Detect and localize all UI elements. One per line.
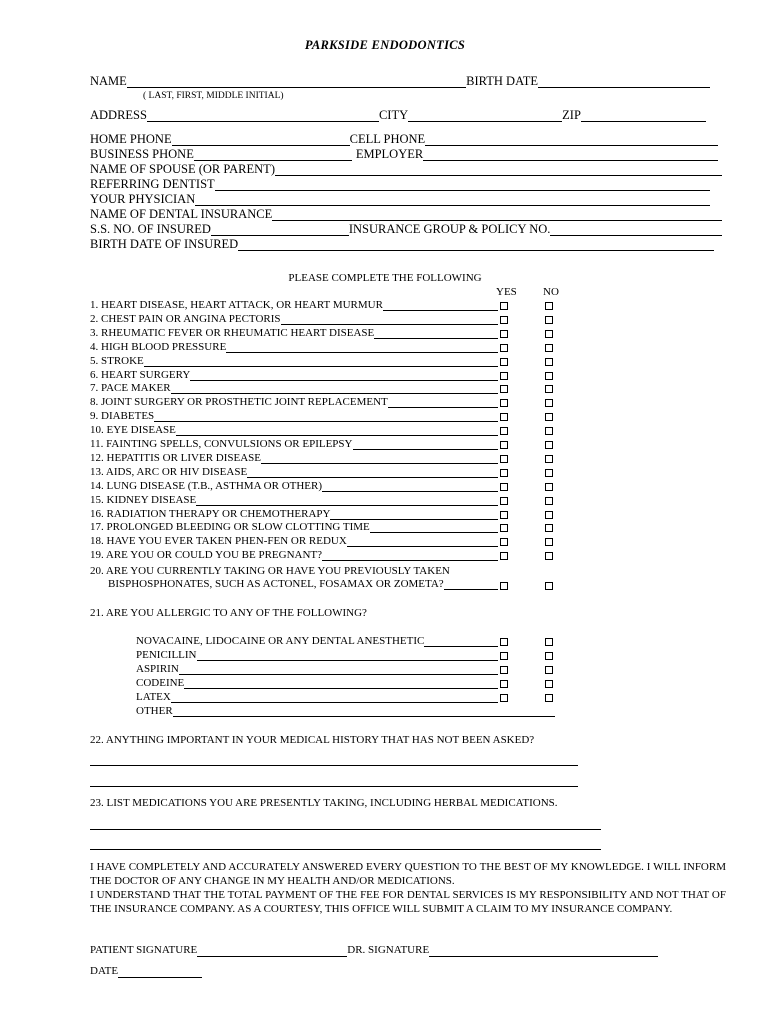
spouse-label: NAME OF SPOUSE (OR PARENT): [90, 162, 275, 176]
question-line: [383, 300, 498, 311]
allergy-label: NOVACAINE, LIDOCAINE OR ANY DENTAL ANESTHETIC: [136, 635, 425, 647]
question-yes-checkbox[interactable]: [500, 511, 508, 519]
question-yes-checkbox[interactable]: [500, 427, 508, 435]
question-row: [90, 438, 498, 450]
spouse-field[interactable]: [275, 164, 722, 176]
allergy-no-checkbox[interactable]: [545, 652, 553, 660]
allergy-label: ASPIRIN: [136, 663, 179, 675]
question-yes-checkbox[interactable]: [500, 413, 508, 421]
question-label: 1. HEART DISEASE, HEART ATTACK, OR HEART MURMUR: [90, 299, 383, 311]
question-label: 15. KIDNEY DISEASE: [90, 493, 197, 506]
q20-line2: BISPHOSPHONATES, SUCH AS ACTONEL, FOSAMAX OR ZOMETA?: [108, 578, 444, 590]
name-row: [90, 74, 710, 88]
question-no-checkbox[interactable]: [545, 427, 553, 435]
question-label: 17. PROLONGED BLEEDING OR SLOW CLOTTING TIME: [90, 521, 370, 534]
question-yes-checkbox[interactable]: [500, 358, 508, 366]
question-no-checkbox[interactable]: [545, 344, 553, 352]
question-label: 2. CHEST PAIN OR ANGINA PECTORIS: [90, 312, 281, 325]
allergy-line: [171, 692, 498, 703]
allergy-yes-checkbox[interactable]: [500, 638, 508, 646]
question-label: 12. HEPATITIS OR LIVER DISEASE: [90, 451, 262, 464]
question-no-checkbox[interactable]: [545, 302, 553, 310]
allergy-yes-checkbox[interactable]: [500, 666, 508, 674]
question-no-checkbox[interactable]: [545, 538, 553, 546]
question-line: [247, 467, 498, 478]
history-heading: PLEASE COMPLETE THE FOLLOWING: [288, 272, 482, 284]
home-phone-field[interactable]: [172, 134, 350, 146]
name-label: NAME: [90, 74, 127, 88]
question-line: [388, 397, 498, 408]
q23-answer-line-1[interactable]: [90, 829, 601, 830]
question-line: [370, 522, 498, 533]
referring-label: REFERRING DENTIST: [90, 177, 215, 191]
allergy-label: PENICILLIN: [136, 649, 197, 661]
zip-label: ZIP: [562, 108, 581, 122]
statement-accuracy: I HAVE COMPLETELY AND ACCURATELY ANSWERED EVERY QUESTION TO THE BEST OF MY KNOWLEDGE. I WILL INFORM THE DOCTOR OF ANY CHANGE IN MY HEALTH AND/OR MEDICATIONS.: [90, 861, 726, 887]
allergy-yes-checkbox[interactable]: [500, 652, 508, 660]
question-row: [90, 396, 498, 408]
employer-field[interactable]: [423, 149, 718, 161]
name-hint: ( LAST, FIRST, MIDDLE INITIAL): [143, 91, 284, 101]
question-yes-checkbox[interactable]: [500, 469, 508, 477]
physician-field[interactable]: [195, 194, 710, 206]
question-line: [144, 356, 498, 367]
insured-birth-label: BIRTH DATE OF INSURED: [90, 237, 239, 251]
question-no-checkbox[interactable]: [545, 385, 553, 393]
question-label: 11. FAINTING SPELLS, CONVULSIONS OR EPILEPSY: [90, 438, 353, 450]
question-no-checkbox[interactable]: [545, 469, 553, 477]
question-row: [90, 313, 498, 325]
question-line: [353, 439, 499, 450]
question-row: [90, 549, 498, 561]
insured-birth-field[interactable]: [238, 239, 714, 251]
question-row: [90, 327, 498, 339]
patient-signature-field[interactable]: [197, 945, 347, 957]
referring-row: [90, 177, 710, 191]
question-line: [347, 536, 498, 547]
allergy-other-field[interactable]: [173, 706, 555, 717]
question-yes-checkbox[interactable]: [500, 399, 508, 407]
question-label: 10. EYE DISEASE: [90, 424, 176, 437]
question-no-checkbox[interactable]: [545, 455, 553, 463]
question-yes-checkbox[interactable]: [500, 316, 508, 324]
question-no-checkbox[interactable]: [545, 358, 553, 366]
q20-line: [444, 579, 498, 590]
allergy-line: [179, 664, 498, 675]
q23-answer-line-2[interactable]: [90, 849, 601, 850]
city-field[interactable]: [408, 110, 562, 122]
allergy-row: [136, 649, 498, 661]
question-label: 19. ARE YOU OR COULD YOU BE PREGNANT?: [90, 549, 323, 562]
question-label: 9. DIABETES: [90, 410, 155, 423]
ss-field[interactable]: [211, 224, 349, 236]
question-row: [90, 382, 498, 394]
physician-row: [90, 192, 710, 206]
yes-header: YES: [496, 286, 517, 298]
question-no-checkbox[interactable]: [545, 330, 553, 338]
question-no-checkbox[interactable]: [545, 497, 553, 505]
question-no-checkbox[interactable]: [545, 552, 553, 560]
question-yes-checkbox[interactable]: [500, 372, 508, 380]
question-line: [374, 328, 498, 339]
allergy-row: [136, 635, 498, 647]
q23-text: 23. LIST MEDICATIONS YOU ARE PRESENTLY TAKING, INCLUDING HERBAL MEDICATIONS.: [90, 797, 558, 809]
question-yes-checkbox[interactable]: [500, 441, 508, 449]
question-yes-checkbox[interactable]: [500, 538, 508, 546]
question-row: [90, 369, 498, 381]
allergy-line: [197, 650, 499, 661]
spouse-row: [90, 162, 722, 176]
q20-line1: 20. ARE YOU CURRENTLY TAKING OR HAVE YOU PREVIOUSLY TAKEN: [90, 565, 450, 577]
question-line: [176, 425, 498, 436]
q22-answer-line-1[interactable]: [90, 765, 578, 766]
allergy-yes-checkbox[interactable]: [500, 680, 508, 688]
q22-text: 22. ANYTHING IMPORTANT IN YOUR MEDICAL HISTORY THAT HAS NOT BEEN ASKED?: [90, 734, 535, 746]
question-row: [90, 480, 498, 492]
question-label: 4. HIGH BLOOD PRESSURE: [90, 340, 227, 353]
patient-signature-label: PATIENT SIGNATURE: [90, 944, 198, 956]
question-label: 18. HAVE YOU EVER TAKEN PHEN-FEN OR REDUX: [90, 535, 347, 548]
question-row: [90, 452, 498, 464]
allergy-no-checkbox[interactable]: [545, 694, 553, 702]
allergy-other-row: [136, 705, 555, 717]
question-no-checkbox[interactable]: [545, 441, 553, 449]
birth-date-label: BIRTH DATE: [466, 74, 538, 88]
question-no-checkbox[interactable]: [545, 316, 553, 324]
date-label: DATE: [90, 965, 119, 977]
question-row: [90, 535, 498, 547]
name-field[interactable]: [127, 76, 466, 88]
date-field[interactable]: [118, 966, 202, 978]
business-phone-label: BUSINESS PHONE: [90, 147, 194, 161]
allergy-label: CODEINE: [136, 677, 185, 689]
physician-label: YOUR PHYSICIAN: [90, 192, 196, 206]
question-yes-checkbox[interactable]: [500, 497, 508, 505]
address-field[interactable]: [147, 110, 379, 122]
allergy-label: LATEX: [136, 691, 171, 703]
allergy-line: [184, 678, 498, 689]
question-no-checkbox[interactable]: [545, 511, 553, 519]
question-label: 6. HEART SURGERY: [90, 368, 191, 381]
question-no-checkbox[interactable]: [545, 372, 553, 380]
question-label: 8. JOINT SURGERY OR PROSTHETIC JOINT REPLACEMENT: [90, 396, 388, 409]
allergy-no-checkbox[interactable]: [545, 638, 553, 646]
cell-phone-label: CELL PHONE: [349, 132, 426, 146]
form-title: PARKSIDE ENDODONTICS: [304, 38, 466, 52]
q20-yes-checkbox[interactable]: [500, 582, 508, 590]
signature-row: [90, 943, 658, 957]
question-yes-checkbox[interactable]: [500, 524, 508, 532]
question-line: [154, 411, 498, 422]
question-row: [90, 521, 498, 533]
doctor-signature-label: DR. SIGNATURE: [347, 944, 430, 956]
no-header: NO: [543, 286, 559, 298]
q20-row: [108, 578, 498, 590]
question-line: [322, 481, 498, 492]
group-field[interactable]: [550, 224, 722, 236]
question-label: 3. RHEUMATIC FEVER OR RHEUMATIC HEART DISEASE: [90, 326, 375, 339]
question-line: [196, 495, 498, 506]
phone-row: [90, 132, 718, 146]
allergy-line: [424, 636, 498, 647]
business-phone-field[interactable]: [194, 149, 352, 161]
home-phone-label: HOME PHONE: [90, 132, 172, 146]
question-no-checkbox[interactable]: [545, 483, 553, 491]
referring-field[interactable]: [215, 179, 710, 191]
allergy-row: [136, 663, 498, 675]
city-label: CITY: [378, 108, 409, 122]
question-yes-checkbox[interactable]: [500, 455, 508, 463]
question-yes-checkbox[interactable]: [500, 483, 508, 491]
allergy-no-checkbox[interactable]: [545, 666, 553, 674]
question-row: [90, 410, 498, 422]
ss-label: S.S. NO. OF INSURED: [90, 222, 211, 236]
question-label: 14. LUNG DISEASE (T.B., ASTHMA OR OTHER): [90, 479, 323, 492]
employer-label: EMPLOYER: [355, 147, 424, 161]
insurance-label: NAME OF DENTAL INSURANCE: [90, 207, 273, 221]
birth-date-field[interactable]: [538, 76, 710, 88]
question-line: [281, 314, 498, 325]
statement-payment: I UNDERSTAND THAT THE TOTAL PAYMENT OF THE FEE FOR DENTAL SERVICES IS MY RESPONSIBILITY AND NOT THAT OF THE INSURANCE COMPANY. AS A COURTESY, THIS OFFICE WILL SUBMIT A CLAIM TO MY INSURANCE COMPANY.: [90, 889, 726, 915]
question-row: [90, 355, 498, 367]
question-row: [90, 341, 498, 353]
question-no-checkbox[interactable]: [545, 524, 553, 532]
q20-no-checkbox[interactable]: [545, 582, 553, 590]
question-yes-checkbox[interactable]: [500, 330, 508, 338]
allergy-row: [136, 691, 498, 703]
question-row: [90, 466, 498, 478]
doctor-signature-field[interactable]: [429, 945, 658, 957]
group-label: INSURANCE GROUP & POLICY NO.: [348, 222, 551, 236]
question-line: [261, 453, 498, 464]
question-yes-checkbox[interactable]: [500, 385, 508, 393]
question-row: [90, 299, 498, 311]
question-label: 16. RADIATION THERAPY OR CHEMOTHERAPY: [90, 507, 331, 520]
business-row: [90, 147, 718, 161]
question-line: [171, 383, 498, 394]
question-row: [90, 494, 498, 506]
question-line: [190, 370, 498, 381]
cell-phone-field[interactable]: [425, 134, 718, 146]
ss-row: [90, 222, 722, 236]
question-line: [330, 509, 498, 520]
question-line: [226, 342, 498, 353]
allergy-no-checkbox[interactable]: [545, 680, 553, 688]
question-yes-checkbox[interactable]: [500, 344, 508, 352]
zip-field[interactable]: [581, 110, 706, 122]
question-label: 13. AIDS, ARC OR HIV DISEASE: [90, 465, 248, 478]
question-yes-checkbox[interactable]: [500, 552, 508, 560]
question-no-checkbox[interactable]: [545, 399, 553, 407]
allergy-heading: 21. ARE YOU ALLERGIC TO ANY OF THE FOLLOWING?: [90, 607, 367, 619]
date-row: [90, 964, 202, 978]
allergy-yes-checkbox[interactable]: [500, 694, 508, 702]
insurance-row: [90, 207, 722, 221]
question-label: 7. PACE MAKER: [90, 382, 171, 395]
question-line: [322, 550, 498, 561]
question-yes-checkbox[interactable]: [500, 302, 508, 310]
insured-birth-row: [90, 237, 714, 251]
question-no-checkbox[interactable]: [545, 413, 553, 421]
allergy-row: [136, 677, 498, 689]
address-row: [90, 108, 706, 122]
question-row: [90, 424, 498, 436]
question-row: [90, 508, 498, 520]
q22-answer-line-2[interactable]: [90, 786, 578, 787]
question-label: 5. STROKE: [90, 354, 144, 367]
insurance-field[interactable]: [272, 209, 722, 221]
allergy-other-label: OTHER: [136, 705, 173, 717]
address-label: ADDRESS: [90, 108, 147, 122]
